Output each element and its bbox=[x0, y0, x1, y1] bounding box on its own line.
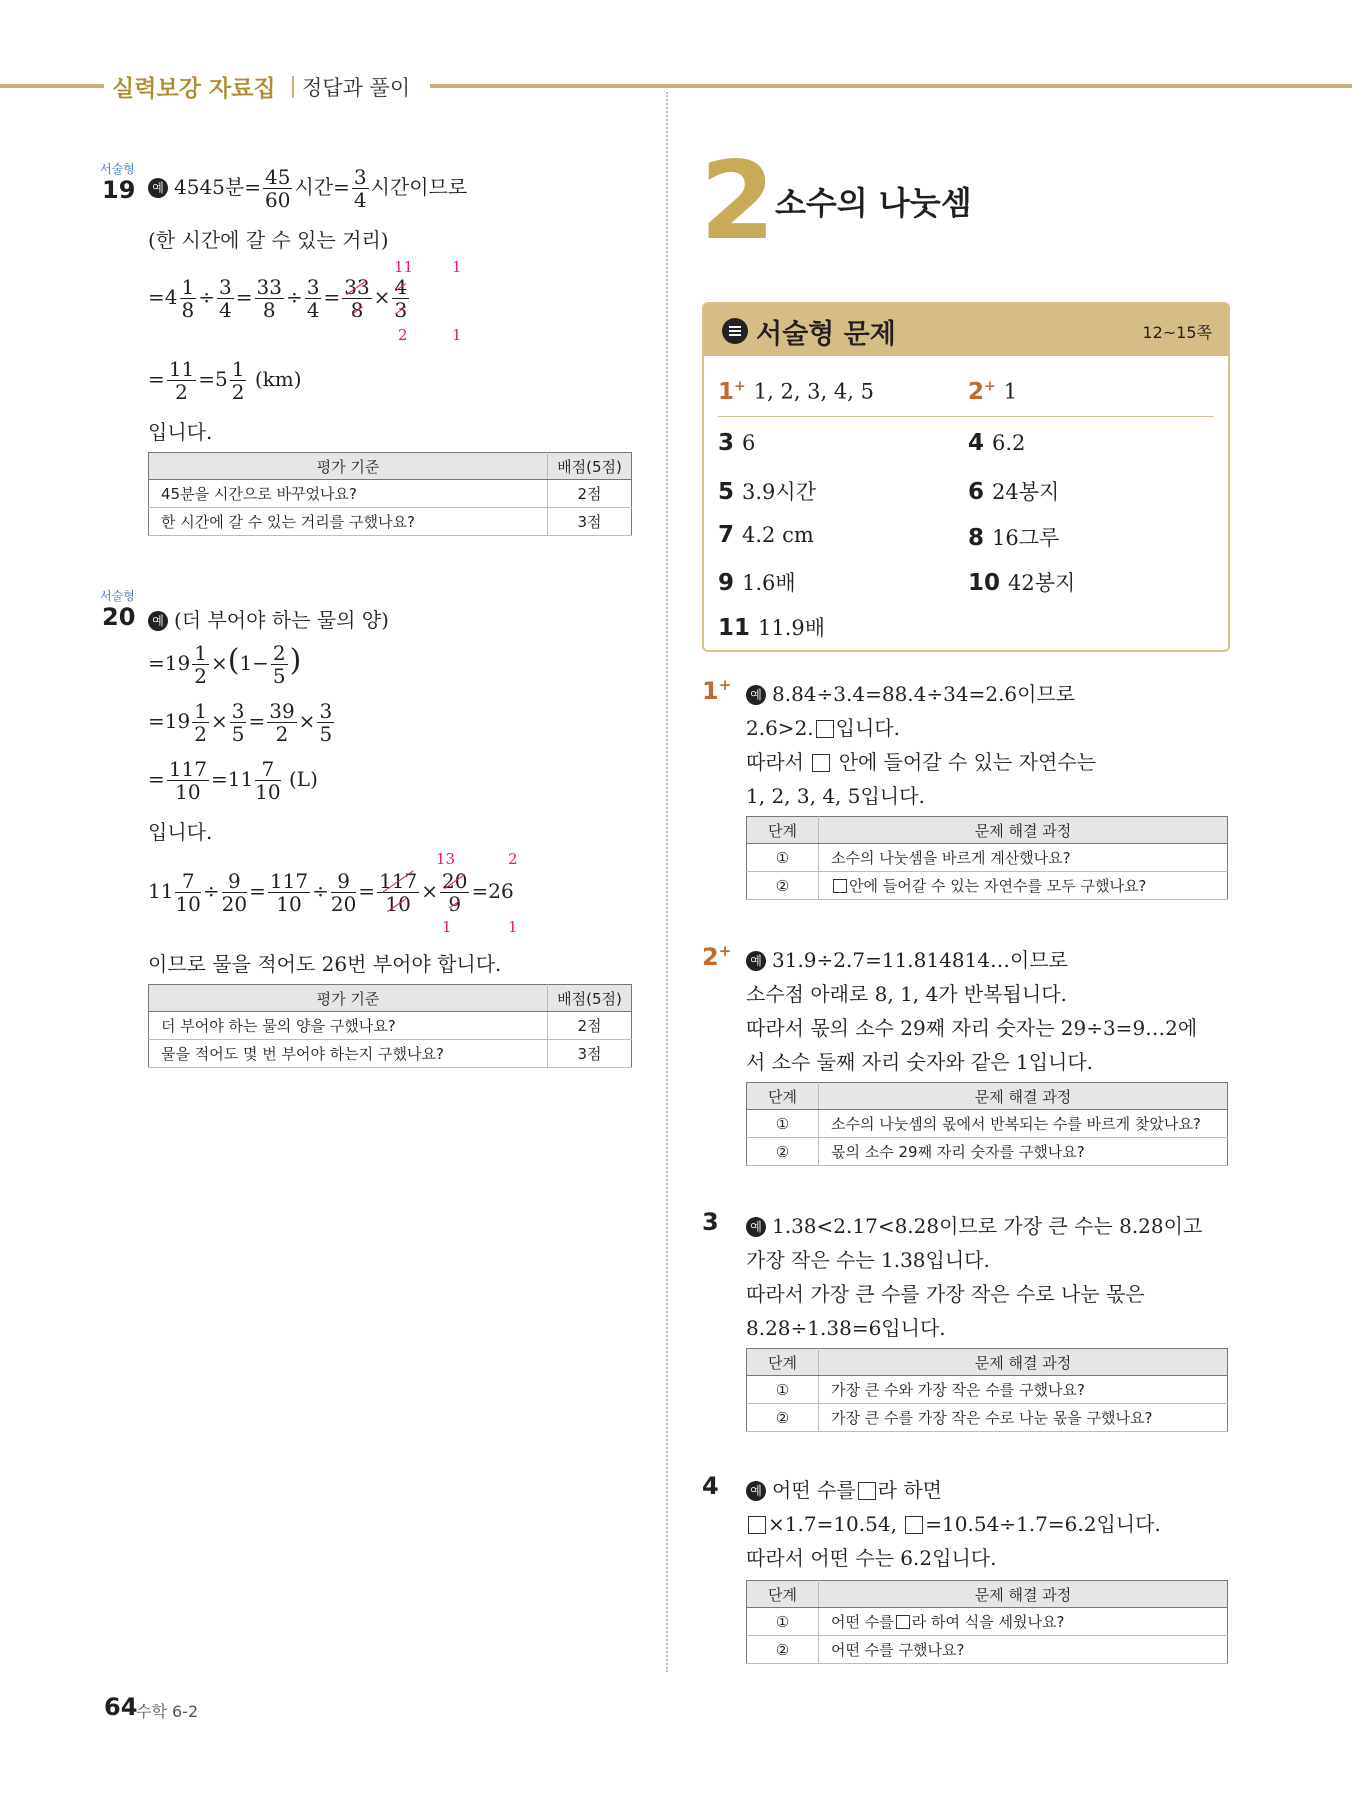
table-row: 물을 적어도 몇 번 부어야 하는지 구했나요? 3점 bbox=[149, 1040, 632, 1068]
step-table: 단계 문제 해결 과정 ① 소수의 나눗셈을 바르게 계산했나요? ② 안에 들어갈 수 있는 자연수를 모두 구했나요? bbox=[746, 816, 1228, 900]
table-row: ① 가장 큰 수와 가장 작은 수를 구했나요? bbox=[747, 1376, 1228, 1404]
equation-line: 11 $\frac{7}{10}$ ÷ $\frac{9}{20}$ = $\frac{117}{10}$ ÷ $\frac{9}{20}$ = $\frac{117}{10}$ × $\frac{20}{9}$ =26 bbox=[148, 869, 514, 916]
cancel-note: 11 bbox=[394, 258, 414, 276]
table-header: 배점(5점) bbox=[548, 453, 632, 480]
example-mark: 예 bbox=[746, 685, 766, 705]
header-subtitle: 정답과 풀이 bbox=[302, 76, 411, 100]
grading-table bbox=[148, 984, 632, 1068]
solution-number: 1+ bbox=[702, 676, 732, 705]
example-mark: 예 bbox=[746, 1481, 766, 1501]
problem-tag: 서술형 bbox=[100, 589, 135, 603]
solution-line: 따라서 가장 큰 수를 가장 작은 수로 나눈 몫은 bbox=[746, 1282, 1145, 1306]
blank-box bbox=[812, 754, 830, 772]
blank-box bbox=[833, 879, 847, 893]
table-row: 더 부어야 하는 물의 양을 구했나요? 2점 bbox=[149, 1012, 632, 1040]
solution-line: 예 8.84÷3.4=88.4÷34=2.6이므로 bbox=[746, 678, 1075, 707]
answer-item: 7 4.2 cm bbox=[718, 522, 814, 548]
example-mark: 예 bbox=[148, 611, 168, 631]
problem-number: 19 bbox=[102, 176, 136, 204]
table-row: ② 몫의 소수 29째 자리 숫자를 구했나요? bbox=[747, 1138, 1228, 1166]
example-mark: 예 bbox=[746, 1217, 766, 1237]
problem-number: 20 bbox=[102, 603, 136, 631]
step-table: 단계 문제 해결 과정 ① 가장 큰 수와 가장 작은 수를 구했나요? ② 가장 큰 수를 가장 작은 수로 나눈 몫을 구했나요? bbox=[746, 1348, 1228, 1432]
step-table: 단계 문제 해결 과정 ① 어떤 수를 라 하여 식을 세웠나요? ② 어떤 수를 구했나요? bbox=[746, 1580, 1228, 1664]
example-mark: 예 bbox=[148, 178, 168, 198]
grading-table bbox=[148, 452, 632, 536]
problem-tag: 서술형 bbox=[100, 162, 135, 176]
solution-line: (한 시간에 갈 수 있는 거리) bbox=[148, 228, 389, 252]
table-header: 평가 기준 bbox=[149, 453, 548, 480]
chapter-title: 소수의 나눗셈 bbox=[775, 184, 972, 222]
table-row: ① 소수의 나눗셈의 몫에서 반복되는 수를 바르게 찾았나요? bbox=[747, 1110, 1228, 1138]
header-title: 실력보강 자료집 bbox=[112, 76, 276, 102]
solution-line: 소수점 아래로 8, 1, 4가 반복됩니다. bbox=[746, 982, 1067, 1006]
solution-line: 가장 작은 수는 1.38입니다. bbox=[746, 1248, 990, 1272]
answer-item: 6 24봉지 bbox=[968, 479, 1060, 505]
table-row: ② 어떤 수를 구했나요? bbox=[747, 1636, 1228, 1664]
solution-line: 따라서 몫의 소수 29째 자리 숫자는 29÷3=9…2에 bbox=[746, 1016, 1198, 1040]
answer-box-title: 서술형 문제 bbox=[756, 319, 896, 350]
solution-line: 서 소수 둘째 자리 숫자와 같은 1입니다. bbox=[746, 1050, 1094, 1074]
answer-item: 10 42봉지 bbox=[968, 570, 1076, 596]
equation-line: = $\frac{117}{10}$ =11 $\frac{7}{10}$ (L) bbox=[148, 757, 318, 804]
solution-line: 입니다. bbox=[148, 420, 213, 444]
cancel-note: 1 bbox=[508, 918, 518, 936]
blank-box bbox=[858, 1482, 876, 1500]
step-table: 단계 문제 해결 과정 ① 소수의 나눗셈의 몫에서 반복되는 수를 바르게 찾았나요? ② 몫의 소수 29째 자리 숫자를 구했나요? bbox=[746, 1082, 1228, 1166]
cancel-note: 1 bbox=[442, 918, 452, 936]
solution-line: 8.28÷1.38=6입니다. bbox=[746, 1316, 946, 1340]
blank-box bbox=[748, 1516, 766, 1534]
answer-item: 3 6 bbox=[718, 430, 756, 456]
cancel-note: 2 bbox=[398, 326, 408, 344]
solution-line: 따라서 어떤 수는 6.2입니다. bbox=[746, 1546, 997, 1570]
cancel-note: 2 bbox=[508, 850, 518, 868]
blank-box bbox=[896, 1615, 910, 1629]
solution-line: ×1.7=10.54, =10.54÷1.7=6.2입니다. bbox=[746, 1508, 1161, 1537]
solution-number: 2+ bbox=[702, 942, 732, 971]
solution-line: 예 1.38<2.17<8.28이므로 가장 큰 수는 8.28이고 bbox=[746, 1210, 1202, 1239]
solution-number: 4 bbox=[702, 1472, 719, 1500]
cancel-note: 1 bbox=[452, 326, 462, 344]
column-divider bbox=[666, 92, 668, 1672]
cancel-note: 1 bbox=[452, 258, 462, 276]
table-header: 평가 기준 bbox=[149, 985, 548, 1012]
answer-box bbox=[702, 302, 1230, 652]
answer-item: 5 3.9시간 bbox=[718, 479, 816, 505]
chapter-number: 2 bbox=[700, 139, 776, 264]
table-row: ② 안에 들어갈 수 있는 자연수를 모두 구했나요? bbox=[747, 872, 1228, 900]
equation-line: =19 $\frac{1}{2}$ × $\frac{3}{5}$ = $\frac{39}{2}$ × $\frac{3}{5}$ bbox=[148, 699, 333, 746]
list-icon bbox=[722, 318, 748, 344]
solution-line: 예 31.9÷2.7=11.814814…이므로 bbox=[746, 944, 1068, 973]
answer-item: 11 11.9배 bbox=[718, 615, 826, 641]
answer-box-header bbox=[704, 304, 1228, 356]
table-row: 45분을 시간으로 바꾸었나요? 2점 bbox=[149, 480, 632, 508]
page-number: 64 bbox=[104, 1693, 138, 1721]
blank-box bbox=[816, 720, 834, 738]
solution-line: 1, 2, 3, 4, 5입니다. bbox=[746, 784, 925, 808]
answer-divider bbox=[718, 416, 1214, 417]
table-row: 한 시간에 갈 수 있는 거리를 구했나요? 3점 bbox=[149, 508, 632, 536]
equation-line: =4 $\frac{1}{8}$ ÷ $\frac{3}{4}$ = $\frac{33}{8}$ ÷ $\frac{3}{4}$ = $\frac{33}{8}$ × $\frac{4}{3}$ bbox=[148, 275, 408, 322]
table-row: ② 가장 큰 수를 가장 작은 수로 나눈 몫을 구했나요? bbox=[747, 1404, 1228, 1432]
header-separator bbox=[292, 76, 294, 98]
answer-item: 2+ 1 bbox=[968, 378, 1018, 405]
solution-line: 이므로 물을 적어도 26번 부어야 합니다. bbox=[148, 952, 502, 976]
cancel-note: 13 bbox=[436, 850, 456, 868]
solution-line: 예 어떤 수를 라 하면 bbox=[746, 1474, 942, 1503]
table-row: ① 소수의 나눗셈을 바르게 계산했나요? bbox=[747, 844, 1228, 872]
header-rule-right bbox=[430, 84, 1352, 88]
answer-item: 9 1.6배 bbox=[718, 570, 796, 596]
page-range: 12~15쪽 bbox=[1142, 323, 1212, 342]
example-mark: 예 bbox=[746, 951, 766, 971]
solution-line: 따라서 안에 들어갈 수 있는 자연수는 bbox=[746, 750, 1096, 774]
solution-line: 입니다. bbox=[148, 820, 213, 844]
table-header: 배점(5점) bbox=[548, 985, 632, 1012]
book-title: 수학 6-2 bbox=[136, 1702, 199, 1721]
solution-number: 3 bbox=[702, 1208, 719, 1236]
answer-item: 4 6.2 bbox=[968, 430, 1026, 456]
equation-line: =19 $\frac{1}{2}$ ×(1− $\frac{2}{5}$ ) bbox=[148, 641, 302, 688]
answer-item: 8 16그루 bbox=[968, 525, 1060, 551]
table-row: ① 어떤 수를 라 하여 식을 세웠나요? bbox=[747, 1608, 1228, 1636]
header-rule-left bbox=[0, 84, 104, 88]
solution-line: 예 (더 부어야 하는 물의 양) bbox=[148, 604, 389, 633]
equation-line: = $\frac{11}{2}$ =5 $\frac{1}{2}$ (km) bbox=[148, 357, 302, 404]
solution-line: 2.6>2. 입니다. bbox=[746, 716, 900, 740]
blank-box bbox=[905, 1516, 923, 1534]
answer-item: 1+ 1, 2, 3, 4, 5 bbox=[718, 378, 874, 405]
solution-line: 예 4545분= $\frac{45}{60}$ 시간= $\frac{3}{4}$ 시간이므로 bbox=[148, 166, 467, 211]
